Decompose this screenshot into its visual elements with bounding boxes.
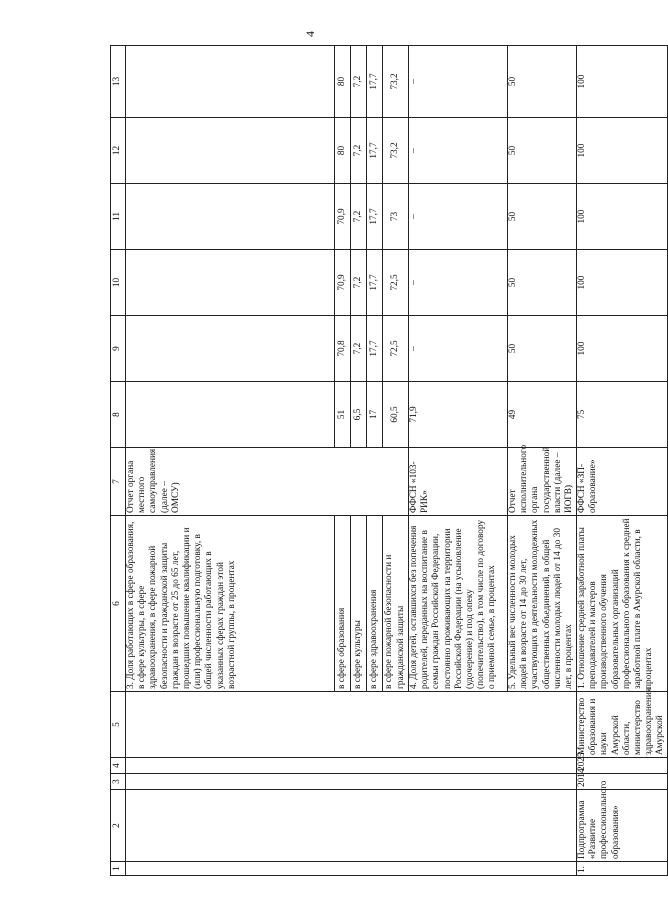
page-number: 4 [303,31,317,37]
indicator-3-source: Отчет органа местного самоуправления (далее – ОМСУ) [126,448,409,516]
subprogram-row [577,46,668,876]
value-cell: 100 [577,46,668,118]
value-cell: 7,2 [351,46,367,118]
indicator-4-source: ФФСН «103-РИК» [409,448,508,516]
sub-label: в сфере культуры [351,516,367,692]
value-cell: 70,8 [335,316,351,382]
subprogram-name: Подпрограмма «Развитие профессионального образования» [577,790,668,862]
value-cell: 72,5 [383,250,409,316]
value-cell: 17,7 [367,46,383,118]
header-cell: 4 [111,758,126,774]
indicator-3-blank [126,250,335,316]
indicator-3-blank [126,118,335,184]
header-cell: 9 [111,316,126,382]
value-cell: – [409,250,508,316]
indicator-3-blank [126,184,335,250]
value-cell: 7,2 [351,118,367,184]
value-cell: – [409,184,508,250]
value-cell: 17,7 [367,316,383,382]
value-cell: 49 [508,382,577,448]
cell-col4-empty [126,758,577,774]
value-cell: 70,9 [335,250,351,316]
header-cell: 8 [111,382,126,448]
subprogram-indicator-text: 1. Отношение средней заработной платы преподавателей и мастеров производственного обучения образовательных организаций профессионального образования к средней заработной плате в Амурской области, в процентах [577,516,668,692]
subprogram-number: 1. [577,862,668,876]
value-cell: – [409,118,508,184]
header-cell: 10 [111,250,126,316]
value-cell: 73,2 [383,46,409,118]
header-cell: 1 [111,862,126,876]
value-cell: 75 [577,382,668,448]
value-cell: – [409,316,508,382]
sub-label: в сфере здравоохранения [367,516,383,692]
header-cell: 3 [111,774,126,790]
value-cell: – [409,46,508,118]
value-cell: 50 [508,316,577,382]
subprogram-executor: Министерство образования и науки Амурской области, министерство здравоохранения Амурской [577,692,668,758]
value-cell: 100 [577,316,668,382]
value-cell: 17,7 [367,118,383,184]
indicator-3-row [126,46,335,876]
indicator-3-blank [126,316,335,382]
header-cell: 6 [111,516,126,692]
subprogram-end-year: 2025 [577,758,668,774]
value-cell: 60,5 [383,382,409,448]
header-cell: 11 [111,184,126,250]
cell-col3-empty [126,774,577,790]
value-cell: 50 [508,46,577,118]
value-cell: 7,2 [351,250,367,316]
value-cell: 80 [335,46,351,118]
sub-label: в сфере пожарной безопасности и гражданской защиты [383,516,409,692]
value-cell: 50 [508,250,577,316]
header-cell: 7 [111,448,126,516]
value-cell: 100 [577,118,668,184]
value-cell: 50 [508,184,577,250]
value-cell: 51 [335,382,351,448]
cell-col1-empty [126,862,577,876]
header-row [111,46,126,876]
cell-col2-empty [126,790,577,862]
value-cell: 17 [367,382,383,448]
value-cell: 17,7 [367,184,383,250]
value-cell: 17,7 [367,250,383,316]
subprogram-source: ФФСН «ЗП-образование» [577,448,668,516]
value-cell: 72,5 [383,316,409,382]
value-cell: 6,5 [351,382,367,448]
value-cell: 50 [508,118,577,184]
subprogram-start-year: 2014 [577,774,668,790]
value-cell: 100 [577,184,668,250]
value-cell: 73 [383,184,409,250]
value-cell: 70,9 [335,184,351,250]
indicator-4-text: 4. Доля детей, оставшихся без попечения родителей, переданных на воспитание в семьи граждан Российской Федерации, постоянно проживающих на территории Российской Федерации (на усыновление (удочерение) и под опеку (попечительство), в том числе по договору о приемной семье, в процентах [409,516,508,692]
value-cell: 73,2 [383,118,409,184]
indicator-3-text: 3. Доля работающих в сфере образования, в сфере культуры, в сфере здравоохранения, в сфере пожарной безопасности и гражданской защиты граждан в возрасте от 25 до 65 лет, прошедших повышение квалификации и (или) профессиональную подготовку, в общей численности работающих в указанных сферах граждан этой возрастной группы, в процентах [126,516,335,692]
value-cell: 7,2 [351,316,367,382]
value-cell: 7,2 [351,184,367,250]
indicators-table [110,45,668,876]
value-cell: 71,9 [409,382,508,448]
value-cell: 100 [577,250,668,316]
header-cell: 13 [111,46,126,118]
sub-label: в сфере образования [335,516,351,692]
value-cell: 80 [335,118,351,184]
indicator-3-blank [126,46,335,118]
indicator-5-text: 5. Удельный вес численности молодых людей в возрасте от 14 до 30 лет, участвующих в деятельности молодежных общественных объединений, в общей численности молодых людей от 14 до 30 лет, в процентах [508,516,577,692]
indicator-5-source: Отчет исполнительного органа государственной власти (далее – ИОГВ) [508,448,577,516]
header-cell: 5 [111,692,126,758]
indicator-3-blank [126,382,335,448]
header-cell: 2 [111,790,126,862]
cell-col5-empty [126,692,577,758]
header-cell: 12 [111,118,126,184]
table-rotation-frame [110,46,666,876]
